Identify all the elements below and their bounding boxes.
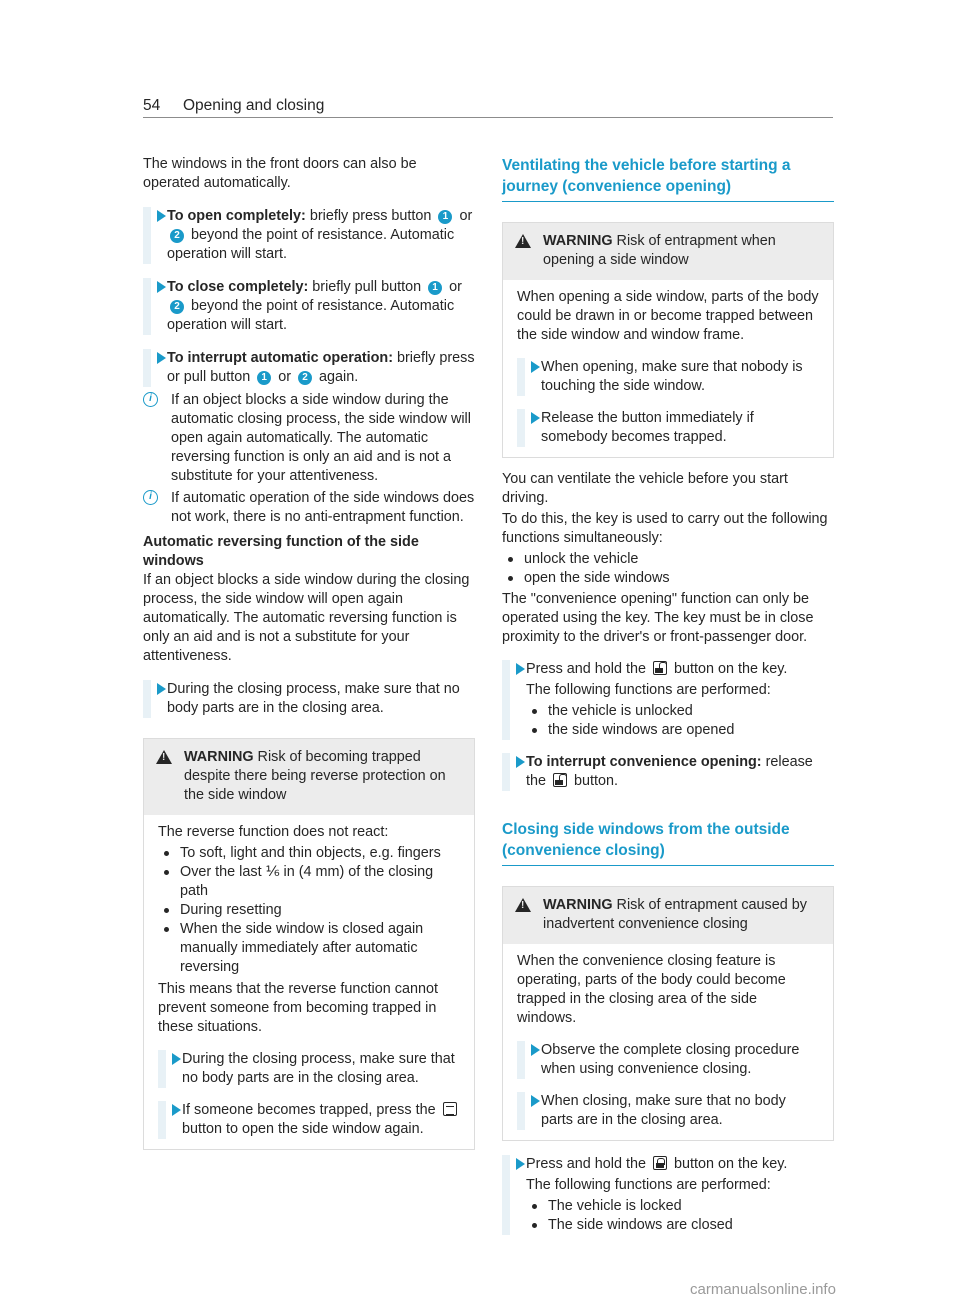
- step-text: or: [445, 279, 462, 295]
- step-bar: [517, 409, 525, 447]
- warning-label: WARNING: [184, 749, 254, 765]
- step-interrupt-convenience: [502, 753, 834, 791]
- step-press-unlock: [502, 660, 834, 740]
- step-text: briefly pull button: [308, 279, 426, 295]
- step-text: button.: [570, 773, 619, 789]
- warning-box-opening: [502, 222, 834, 458]
- warning-body: [503, 944, 833, 1140]
- step-bar: [502, 660, 510, 740]
- reversing-heading: Automatic reversing function of the side windows: [143, 534, 419, 569]
- list-item: The vehicle is locked: [526, 1197, 834, 1216]
- list-item: When the side window is closed again manually immediately after automatic reversing: [158, 920, 460, 977]
- arrow-icon: [157, 352, 166, 364]
- paragraph-convenience-info: The "convenience opening" function can only be operated using the key. The key must be in close proximity to the driver's or front-passenger door.: [502, 591, 814, 645]
- list-item: To soft, light and thin objects, e.g. fingers: [158, 844, 460, 863]
- step-bar: [517, 1092, 525, 1130]
- lock-button-icon: [653, 1156, 667, 1170]
- warning-icon: [515, 234, 531, 248]
- step-close-completely: [143, 278, 475, 335]
- warning-label: WARNING: [543, 233, 613, 249]
- note-text: If an object blocks a side window during the automatic closing process, the side window will open again automatically. The automatic reversing function is only an aid and is not a substitute for your attentiveness.: [171, 392, 471, 484]
- step-text: Press and hold the: [526, 1156, 650, 1172]
- section-heading-convenience-opening: Ventilating the vehicle before starting a journey (convenience opening): [502, 155, 834, 202]
- step-press-lock: [502, 1155, 834, 1235]
- step-closing-area: [143, 680, 475, 718]
- step-bar: [143, 207, 151, 264]
- step-text: Press and hold the: [526, 661, 650, 677]
- step-bar: [143, 278, 151, 335]
- functions-list: [502, 550, 834, 588]
- footer-watermark: carmanualsonline.info: [690, 1281, 836, 1298]
- warning-body: [503, 280, 833, 457]
- number-1-icon: 1: [257, 371, 271, 385]
- performed-list: [526, 1197, 834, 1235]
- step-text: During the closing process, make sure that no body parts are in the closing area.: [182, 1051, 455, 1086]
- warning-box-closing: [502, 886, 834, 1141]
- warning-title: Risk of entrapment when opening a side window: [543, 233, 776, 268]
- arrow-icon: [531, 1095, 540, 1107]
- step-text: Release the button immediately if somebody becomes trapped.: [541, 410, 754, 445]
- warning-header: [503, 887, 833, 944]
- info-icon: i: [143, 490, 158, 505]
- list-item: During resetting: [158, 901, 460, 920]
- warning-header: [144, 739, 474, 815]
- step-text: briefly press or pull button: [167, 350, 475, 385]
- step-text: button to open the side window again.: [182, 1121, 424, 1137]
- warning-box-trapped: [143, 738, 475, 1150]
- note-no-anti-entrapment: [143, 489, 475, 527]
- number-2-icon: 2: [298, 371, 312, 385]
- unlock-button-icon: [653, 661, 667, 675]
- warning-step-no-body: [517, 1092, 819, 1130]
- arrow-icon: [516, 663, 525, 675]
- step-label: To open completely:: [167, 208, 306, 224]
- page-title: Opening and closing: [183, 97, 325, 114]
- section-heading-convenience-closing: Closing side windows from the outside (convenience closing): [502, 819, 834, 866]
- page-header: [143, 96, 833, 118]
- arrow-icon: [516, 756, 525, 768]
- performed-text: The following functions are performed:: [526, 1177, 771, 1193]
- arrow-icon: [157, 683, 166, 695]
- arrow-icon: [172, 1104, 181, 1116]
- number-1-icon: 1: [438, 210, 452, 224]
- arrow-icon: [531, 412, 540, 424]
- step-text: During the closing process, make sure that no body parts are in the closing area.: [167, 681, 460, 716]
- step-text: release the: [526, 754, 813, 789]
- step-text: button on the key.: [670, 661, 788, 677]
- step-text: or: [455, 208, 473, 224]
- info-icon: i: [143, 392, 158, 407]
- step-bar: [502, 753, 510, 791]
- arrow-icon: [172, 1053, 181, 1065]
- warning-body: [144, 815, 474, 1149]
- step-label: To interrupt automatic operation:: [167, 350, 393, 366]
- number-2-icon: 2: [170, 300, 184, 314]
- step-bar: [143, 349, 151, 387]
- warning-list: [158, 844, 460, 977]
- step-text: button on the key.: [670, 1156, 788, 1172]
- warning-label: WARNING: [543, 897, 613, 913]
- warning-step-trapped: [158, 1101, 460, 1139]
- warning-step-observe: [517, 1041, 819, 1079]
- step-label: To close completely:: [167, 279, 309, 295]
- arrow-icon: [157, 210, 166, 222]
- list-item: open the side windows: [502, 569, 834, 588]
- step-open-completely: [143, 207, 475, 264]
- warning-text: When opening a side window, parts of the body could be drawn in or become trapped between the side window and window frame.: [517, 289, 819, 343]
- intro-text: The windows in the front doors can also be operated automatically.: [143, 156, 417, 191]
- performed-text: The following functions are performed:: [526, 682, 771, 698]
- left-column: [143, 155, 475, 1150]
- step-text: Observe the complete closing procedure when using convenience closing.: [541, 1042, 800, 1077]
- arrow-icon: [516, 1158, 525, 1170]
- warning-icon: [156, 750, 172, 764]
- warning-title: Risk of entrapment caused by inadvertent convenience closing: [543, 897, 807, 932]
- step-text: If someone becomes trapped, press the: [182, 1102, 440, 1118]
- warning-step-release: [517, 409, 819, 447]
- arrow-icon: [157, 281, 166, 293]
- step-text: beyond the point of resistance. Automatic operation will start.: [167, 298, 455, 333]
- paragraph-ventilate: You can ventilate the vehicle before you start driving.: [502, 471, 788, 506]
- warning-title: Risk of becoming trapped despite there being reverse protection on the side window: [184, 749, 446, 803]
- step-bar: [143, 680, 151, 718]
- step-text: When opening, make sure that nobody is touching the side window.: [541, 359, 803, 394]
- note-text: If automatic operation of the side windows does not work, there is no anti-entrapment function.: [171, 490, 475, 525]
- window-button-icon: [443, 1102, 457, 1116]
- step-label: To interrupt convenience opening:: [526, 754, 762, 770]
- step-text: When closing, make sure that no body parts are in the closing area.: [541, 1093, 786, 1128]
- step-interrupt-automatic: [143, 349, 475, 387]
- list-item: unlock the vehicle: [502, 550, 834, 569]
- arrow-icon: [531, 361, 540, 373]
- number-1-icon: 1: [428, 281, 442, 295]
- step-bar: [517, 1041, 525, 1079]
- step-text: again.: [315, 369, 359, 385]
- note-reversing: [143, 391, 475, 486]
- step-text: briefly press button: [305, 208, 436, 224]
- right-column: [502, 155, 834, 1235]
- warning-outro: This means that the reverse function cannot prevent someone from becoming trapped in these situations.: [158, 981, 438, 1035]
- warning-step-nobody: [517, 358, 819, 396]
- list-item: Over the last ⅙ in (4 mm) of the closing path: [158, 863, 460, 901]
- number-2-icon: 2: [170, 229, 184, 243]
- list-item: the vehicle is unlocked: [526, 702, 834, 721]
- list-item: The side windows are closed: [526, 1216, 834, 1235]
- step-text: beyond the point of resistance. Automatic operation will start.: [167, 227, 455, 262]
- list-item: the side windows are opened: [526, 721, 834, 740]
- step-bar: [502, 1155, 510, 1235]
- step-bar: [517, 358, 525, 396]
- warning-step-closing: [158, 1050, 460, 1088]
- performed-list: [526, 702, 834, 740]
- step-bar: [158, 1050, 166, 1088]
- warning-icon: [515, 898, 531, 912]
- step-text: or: [274, 369, 295, 385]
- unlock-button-icon: [553, 773, 567, 787]
- warning-header: [503, 223, 833, 280]
- warning-text: When the convenience closing feature is operating, parts of the body could become trapped in the closing area of the side windows.: [517, 953, 786, 1026]
- warning-intro: The reverse function does not react:: [158, 824, 389, 840]
- page-number: 54: [143, 97, 161, 114]
- reversing-text: If an object blocks a side window during the closing process, the side window will open again automatically. The automatic reversing function is only an aid and is not a substitute for your attentiveness.: [143, 572, 470, 664]
- step-bar: [158, 1101, 166, 1139]
- arrow-icon: [531, 1044, 540, 1056]
- paragraph-key-functions: To do this, the key is used to carry out the following functions simultaneously:: [502, 511, 828, 546]
